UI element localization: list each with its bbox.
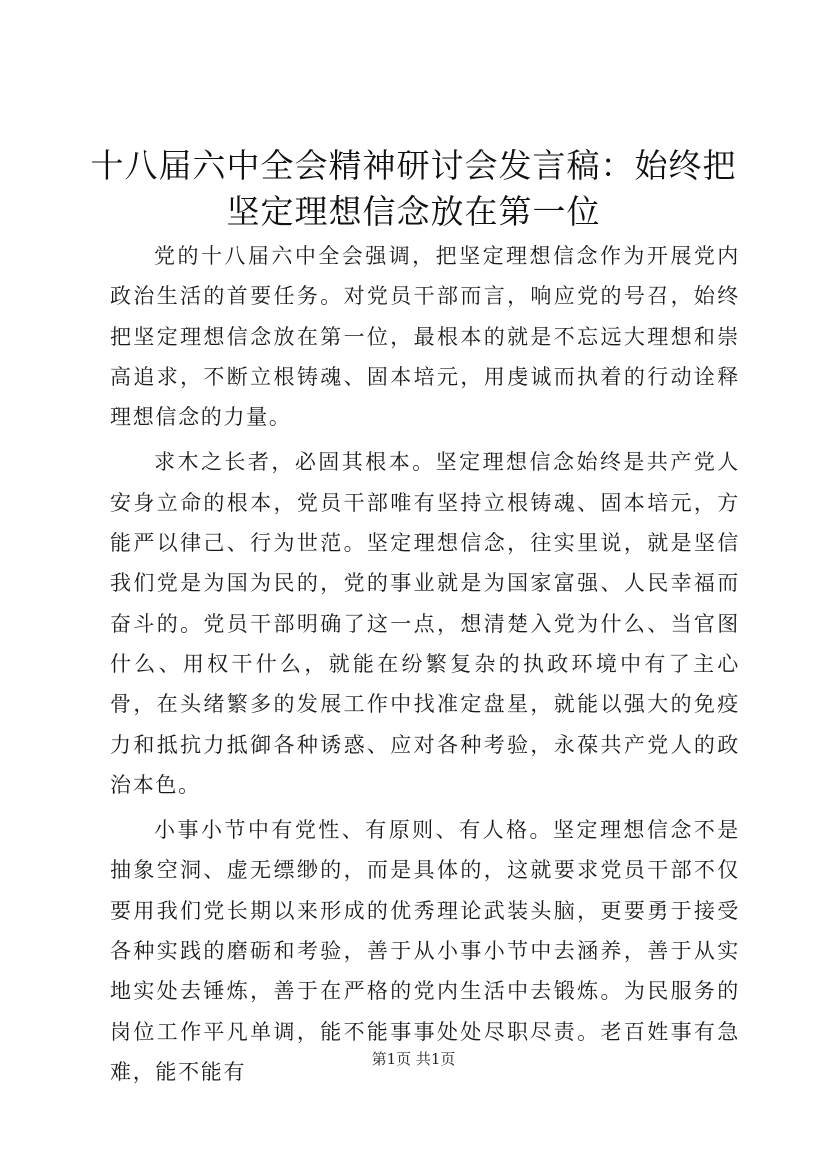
document-body bbox=[110, 236, 740, 1097]
document-title: 十八届六中全会精神研讨会发言稿：始终把坚定理想信念放在第一位 bbox=[90, 146, 737, 231]
paragraph-2: 求木之长者，必固其根本。坚定理想信念始终是共产党人安身立命的根本，党员干部唯有坚持立根铸魂、固本培元，方能严以律己、行为世范。坚定理想信念，往实里说，就是坚信我们党是为国为民的，党的事业就是为国家富强、人民幸福而奋斗的。党员干部明确了这一点，想清楚入党为什么、当官图什么、用权干什么，就能在纷繁复杂的执政环境中有了主心骨，在头绪繁多的发展工作中找准定盘星，就能以强大的免疫力和抵抗力抵御各种诱惑、应对各种考验，永葆共产党人的政治本色。 bbox=[110, 450, 740, 797]
paragraph-1: 党的十八届六中全会强调，把坚定理想信念作为开展党内政治生活的首要任务。对党员干部而言，响应党的号召，始终把坚定理想信念放在第一位，最根本的就是不忘远大理想和崇高追求，不断立根铸魂、固本培元，用虔诚而执着的行动诠释理想信念的力量。 bbox=[110, 244, 740, 430]
paragraph-3: 小事小节中有党性、有原则、有人格。坚定理想信念不是抽象空洞、虚无缥缈的，而是具体的，这就要求党员干部不仅要用我们党长期以来形成的优秀理论武装头脑，更要勇于接受各种实践的磨砺和考验，善于从小事小节中去涵养，善于从实地实处去锤炼，善于在严格的党内生活中去锻炼。为民服务的岗位工作平凡单调，能不能事事处处尽职尽责。老百姓事有急难，能不能有 bbox=[110, 818, 740, 1084]
page-footer: 第1页 共1页 bbox=[371, 1050, 456, 1068]
